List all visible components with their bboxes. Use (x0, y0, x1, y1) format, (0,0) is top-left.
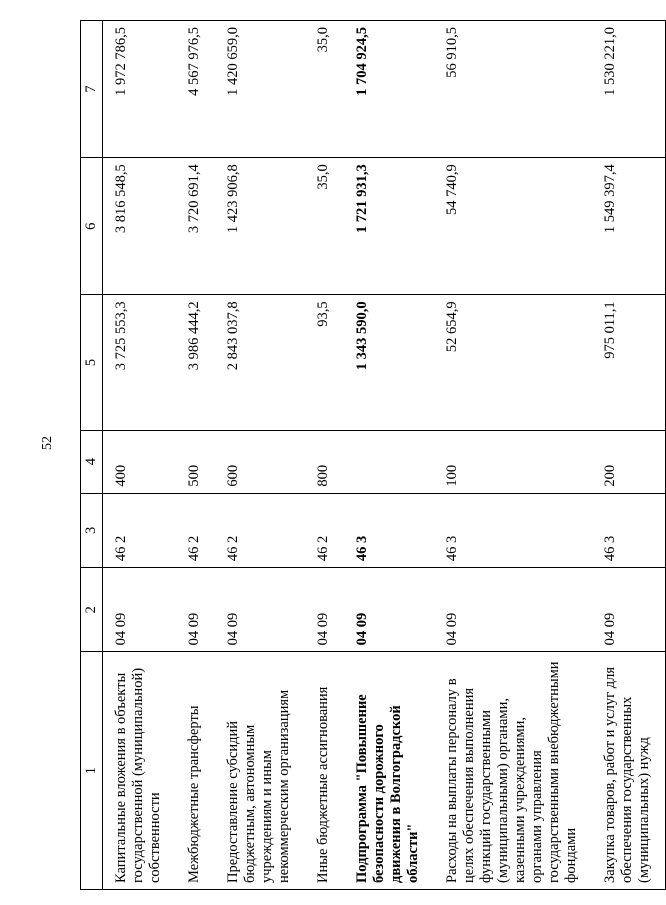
row-amount-year-2: 3 816 548,5 (103, 158, 177, 295)
row-amount-year-2: 54 740,9 (434, 158, 592, 295)
row-section-code: 04 09 (305, 568, 344, 652)
row-amount-year-1: 2 843 037,8 (215, 295, 305, 430)
row-expense-type (344, 430, 434, 493)
row-expense-type: 800 (305, 430, 344, 493)
row-amount-year-3: 1 704 924,5 (344, 21, 434, 158)
row-name: Иные бюджетные ассигнования (305, 652, 344, 890)
page-number: 52 (40, 436, 55, 450)
row-amount-year-2: 1 423 906,8 (215, 158, 305, 295)
header-col-2: 2 (81, 568, 103, 652)
row-amount-year-1: 52 654,9 (434, 295, 592, 430)
table-row (103, 21, 177, 890)
row-name: Межбюджетные трансферты (176, 652, 215, 890)
row-program-code: 46 2 (103, 493, 177, 567)
row-amount-year-2: 35,0 (305, 158, 344, 295)
table-row (592, 21, 666, 890)
header-row (81, 21, 103, 890)
header-col-7: 7 (81, 21, 103, 158)
row-amount-year-2: 1 721 931,3 (344, 158, 434, 295)
row-expense-type: 400 (103, 430, 177, 493)
row-amount-year-1: 93,5 (305, 295, 344, 430)
row-section-code: 04 09 (434, 568, 592, 652)
row-amount-year-3: 35,0 (305, 21, 344, 158)
row-expense-type: 100 (434, 430, 592, 493)
row-expense-type: 600 (215, 430, 305, 493)
row-name: Закупка товаров, работ и услуг для обеспечения государственных (муниципальных) нужд (592, 652, 666, 890)
table-body (103, 21, 666, 890)
header-col-6: 6 (81, 158, 103, 295)
row-amount-year-1: 1 343 590,0 (344, 295, 434, 430)
table-row (215, 21, 305, 890)
row-name: Капитальные вложения в объекты государственной (муниципальной) собственности (103, 652, 177, 890)
row-amount-year-2: 3 720 691,4 (176, 158, 215, 295)
budget-table (80, 20, 666, 890)
row-amount-year-3: 4 567 976,5 (176, 21, 215, 158)
row-amount-year-3: 56 910,5 (434, 21, 592, 158)
table-row (344, 21, 434, 890)
row-amount-year-3: 1 530 221,0 (592, 21, 666, 158)
row-name: Подпрограмма "Повышение безопасности дорожного движения в Волгоградской области" (344, 652, 434, 890)
row-amount-year-1: 3 986 444,2 (176, 295, 215, 430)
row-name: Расходы на выплаты персоналу в целях обеспечения выполнения функций государственными (муниципальными) органами, казенными учреждениями, органами управления государственными внебюджетными фондами (434, 652, 592, 890)
row-program-code: 46 2 (215, 493, 305, 567)
table-row (434, 21, 592, 890)
row-section-code: 04 09 (103, 568, 177, 652)
row-program-code: 46 3 (592, 493, 666, 567)
rotated-page (20, 20, 652, 890)
header-col-3: 3 (81, 493, 103, 567)
row-section-code: 04 09 (592, 568, 666, 652)
row-program-code: 46 2 (176, 493, 215, 567)
header-col-5: 5 (81, 295, 103, 430)
row-section-code: 04 09 (215, 568, 305, 652)
row-section-code: 04 09 (344, 568, 434, 652)
row-program-code: 46 3 (344, 493, 434, 567)
row-amount-year-1: 975 011,1 (592, 295, 666, 430)
row-expense-type: 200 (592, 430, 666, 493)
row-amount-year-1: 3 725 553,3 (103, 295, 177, 430)
row-section-code: 04 09 (176, 568, 215, 652)
row-program-code: 46 3 (434, 493, 592, 567)
header-col-4: 4 (81, 430, 103, 493)
row-amount-year-2: 1 549 397,4 (592, 158, 666, 295)
row-name: Предоставление субсидий бюджетным, автономным учреждениям и иным некоммерческим организациям (215, 652, 305, 890)
table-row (176, 21, 215, 890)
row-program-code: 46 2 (305, 493, 344, 567)
header-col-1: 1 (81, 652, 103, 890)
row-amount-year-3: 1 420 659,0 (215, 21, 305, 158)
row-amount-year-3: 1 972 786,5 (103, 21, 177, 158)
table-row (305, 21, 344, 890)
row-expense-type: 500 (176, 430, 215, 493)
